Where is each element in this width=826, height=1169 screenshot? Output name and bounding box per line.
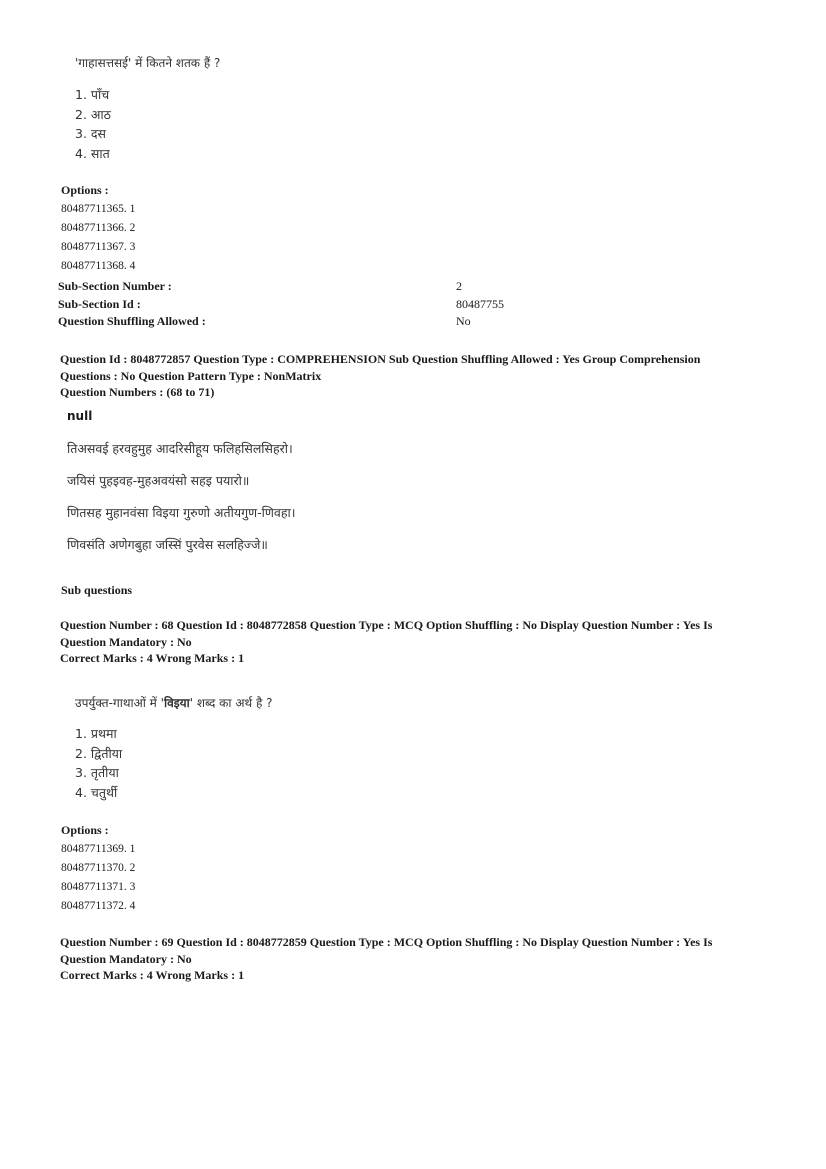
- option-code: 80487711370. 2: [61, 862, 136, 874]
- options-label: Options :: [61, 183, 109, 197]
- options-label: Options :: [61, 823, 109, 837]
- answer-choice: 2. द्वितीया: [75, 745, 123, 761]
- option-code: 80487711371. 3: [61, 881, 136, 893]
- question-text-pre: उपर्युक्त-गाथाओं में ': [75, 696, 164, 710]
- answer-choice: 4. चतुर्थी: [75, 784, 118, 800]
- comprehension-meta: [60, 351, 760, 401]
- q68-meta-line: Question Mandatory : No: [60, 634, 192, 649]
- passage-verse: णिवसंति अणेगबुहा जस्सिं पुरवेस सलहिज्जे॥: [67, 537, 268, 552]
- answer-choice: 1. प्रथमा: [75, 726, 117, 741]
- subsection-number-label: Sub-Section Number :: [58, 279, 172, 293]
- option-code: 80487711365. 1: [61, 203, 136, 215]
- question-text: [75, 694, 273, 711]
- option-code-list: [61, 840, 135, 916]
- comprehension-meta-line: Question Id : 8048772857 Question Type : COMPREHENSION Sub Question Shuffling Allowed : Yes Group Comprehension: [60, 352, 701, 366]
- shuffle-value: No: [456, 314, 471, 328]
- shuffle-label: Question Shuffling Allowed :: [58, 314, 206, 328]
- q68-meta-line: Correct Marks : 4 Wrong Marks : 1: [60, 651, 245, 665]
- subsection-id-label: Sub-Section Id :: [58, 297, 141, 311]
- subsection-id-value: 80487755: [456, 297, 504, 311]
- q69-meta: [60, 934, 760, 984]
- passage-verse: णितसह मुहानवंसा विइया गुरुणो अतीयगुण-णिवहा।: [67, 505, 296, 520]
- q68-meta: [60, 617, 760, 667]
- option-code: 80487711366. 2: [61, 222, 136, 234]
- question-keyword: विइया: [163, 696, 190, 710]
- answer-choice: 4. सात: [75, 145, 110, 161]
- option-code-list: [61, 200, 135, 276]
- q69-meta-line: Question Mandatory : No: [60, 951, 192, 966]
- comprehension-meta-line: Questions : No Question Pattern Type : NonMatrix: [60, 368, 322, 383]
- answer-choices: [75, 85, 111, 163]
- option-code: 80487711368. 4: [61, 260, 136, 272]
- passage-verse: जयिसं पुहइवह-मुहअवयंसो सहइ पयारो॥: [67, 473, 250, 488]
- answer-choice: 1. पाँच: [75, 87, 110, 102]
- question-text-post: ' शब्द का अर्थ है ?: [189, 696, 273, 710]
- option-code: 80487711369. 1: [61, 843, 136, 855]
- option-code: 80487711367. 3: [61, 241, 136, 253]
- comprehension-meta-line: Question Numbers : (68 to 71): [60, 385, 215, 399]
- passage-null: null: [67, 409, 93, 423]
- sub-questions-heading: Sub questions: [61, 583, 133, 597]
- answer-choice: 2. आठ: [75, 106, 111, 122]
- q68-meta-line: Question Number : 68 Question Id : 8048772858 Question Type : MCQ Option Shuffling : No Display Question Number : Yes Is: [60, 618, 713, 632]
- question-text: 'गाहासत्तसई' में कितने शतक हैं ?: [75, 56, 221, 70]
- answer-choice: 3. दस: [75, 126, 106, 141]
- option-code: 80487711372. 4: [61, 900, 136, 912]
- passage-verse: तिअसवई हरवहुमुह आदरिसीहूय फलिहसिलसिहरो।: [67, 441, 293, 456]
- answer-choice: 3. तृतीया: [75, 765, 119, 780]
- q69-meta-line: Correct Marks : 4 Wrong Marks : 1: [60, 968, 245, 982]
- subsection-number-value: 2: [456, 279, 462, 293]
- q69-meta-line: Question Number : 69 Question Id : 8048772859 Question Type : MCQ Option Shuffling : No Display Question Number : Yes Is: [60, 935, 713, 949]
- answer-choices: [75, 724, 122, 802]
